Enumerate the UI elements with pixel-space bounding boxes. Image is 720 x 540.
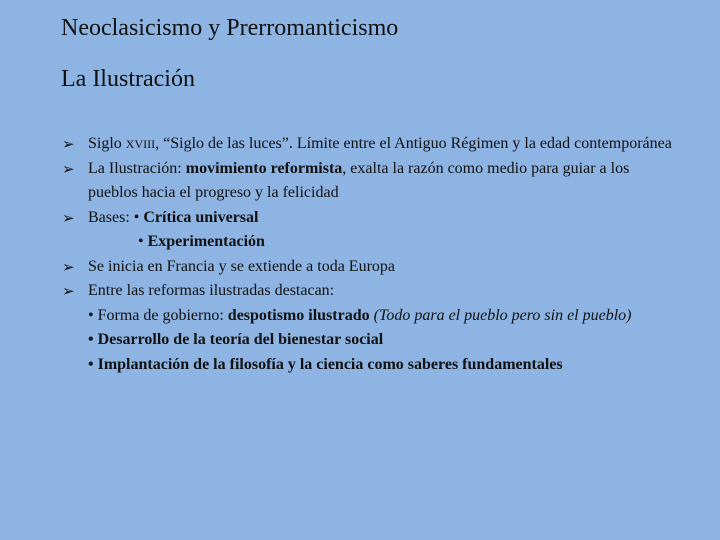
bold-term: movimiento reformista	[185, 159, 343, 177]
bullet-text: , “Siglo de las luces”. Límite entre el Antiguo Régimen y la edad contemporánea	[155, 135, 672, 152]
bold-term-experimentacion: Experimentación	[147, 233, 265, 250]
bullet-text-pre: Siglo	[88, 135, 126, 152]
bullet-text-pre: Bases: •	[88, 208, 144, 226]
bullet-reformas	[62, 279, 682, 304]
slide-title: Neoclasicismo y Prerromanticismo	[61, 15, 399, 41]
bullet-ilustracion	[62, 157, 682, 206]
sub-dot: •	[138, 233, 148, 250]
bullet-siglo	[62, 132, 682, 157]
italic-quote: (Todo para el pueblo pero sin el pueblo)	[369, 306, 632, 324]
arrow-bullet-icon: ➢	[62, 159, 75, 178]
bullet-text: Se inicia en Francia y se extiende a toda Europa	[88, 257, 395, 275]
bullet-text: Entre las reformas ilustradas destacan:	[88, 282, 335, 299]
arrow-bullet-icon: ➢	[62, 257, 75, 276]
bases-second-line	[62, 230, 682, 255]
bold-term-despotismo: despotismo ilustrado	[227, 306, 370, 324]
bullet-bases	[62, 206, 682, 231]
arrow-bullet-icon: ➢	[62, 208, 75, 227]
bullet-text: , exalta la razón como medio para guiar a los pueblos hacia el progreso y la felicidad	[88, 159, 630, 201]
century-label: XVIII	[125, 137, 156, 151]
arrow-bullet-icon: ➢	[62, 135, 75, 153]
sub-text-pre: • Forma de gobierno:	[88, 306, 228, 324]
reforma-bienestar: • Desarrollo de la teoría del bienestar social	[88, 331, 384, 348]
reforma-filosofia: • Implantación de la filosofía y la ciencia como saberes fundamentales	[88, 355, 563, 373]
bullet-text-pre: La Ilustración:	[88, 159, 186, 177]
reforma-gobierno	[62, 304, 682, 329]
arrow-bullet-icon: ➢	[62, 282, 75, 300]
bullet-francia	[62, 255, 682, 280]
slide-content	[62, 132, 682, 377]
bold-term-critica: Crítica universal	[143, 208, 259, 226]
slide-subtitle: La Ilustración	[61, 66, 195, 92]
